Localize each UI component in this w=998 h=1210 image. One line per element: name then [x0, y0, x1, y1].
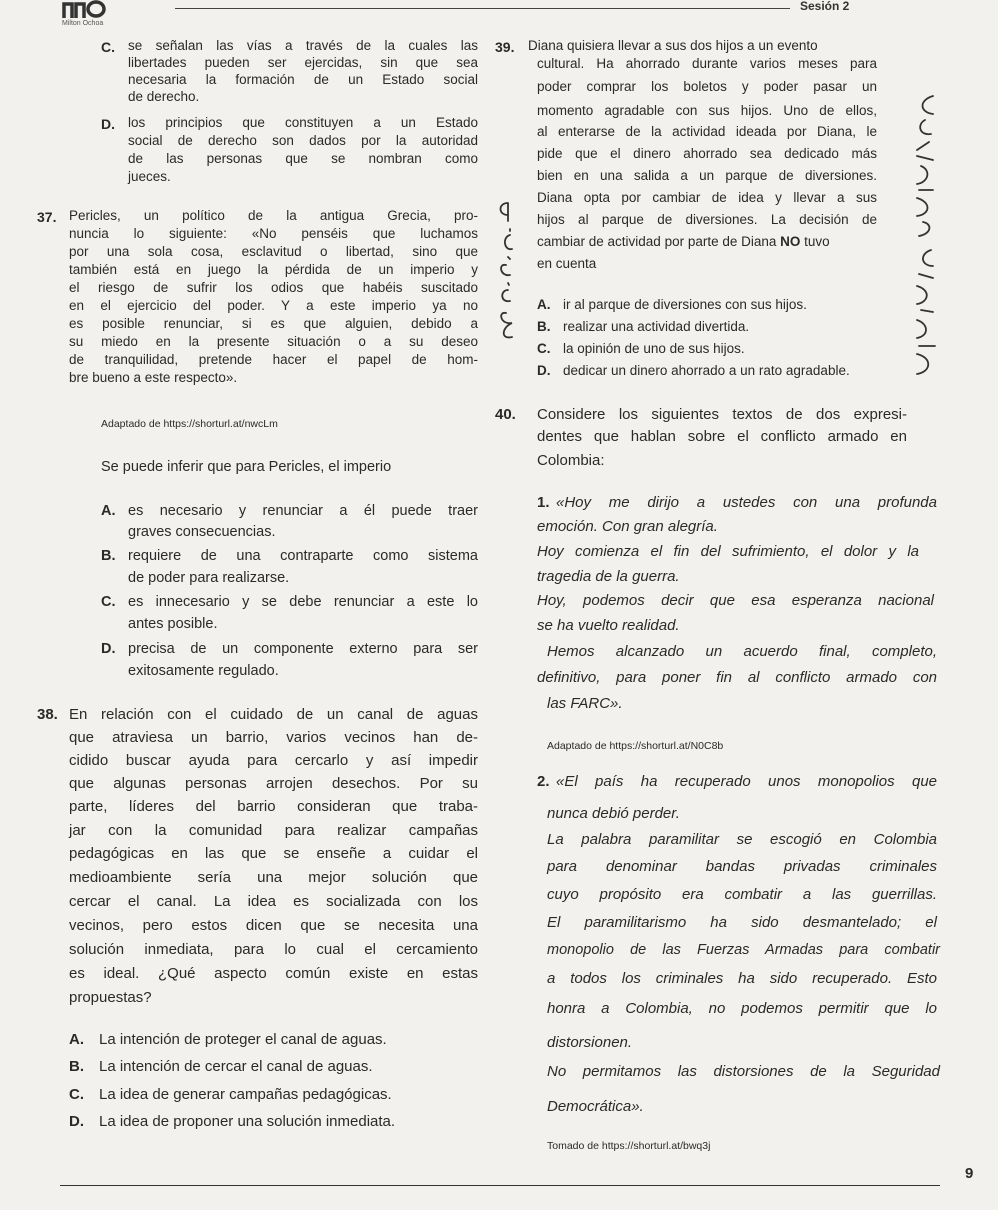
q38-line: En relación con el cuidado de un canal de aguas	[69, 706, 478, 723]
option-letter: A.	[69, 1031, 84, 1048]
q37-line: es posible renunciar, si es que alguien, debido a	[69, 316, 478, 331]
q39-option-a: ir al parque de diversiones con sus hijos.	[563, 297, 807, 312]
text2-line: Democrática».	[547, 1098, 644, 1115]
q40-line: Considere los siguientes textos de dos expresi-	[537, 406, 907, 423]
q38-line: vecinos, pero estos dicen que se necesita una	[69, 917, 478, 934]
text2-line: monopolio de las Fuerzas Armadas para combatir	[547, 942, 940, 958]
text1-line: emoción. Con gran alegría.	[537, 518, 718, 535]
q38-option-b: La intención de cercar el canal de aguas.	[99, 1058, 373, 1075]
text2-line: cuyo propósito era combatir a las guerrillas.	[547, 886, 937, 903]
q37-line: de tranquilidad, pretende hacer el papel de hom-	[69, 352, 478, 367]
q39-line: Diana quisiera llevar a sus dos hijos a un evento	[528, 38, 818, 53]
option-letter: B.	[101, 548, 116, 564]
text1-line: Hemos alcanzado un acuerdo final, completo,	[547, 643, 937, 660]
text2-line: El paramilitarismo ha sido desmantelado; el	[547, 914, 937, 931]
q38-line: medioambiente sería una mejor solución que	[69, 869, 478, 886]
q38-option-a: La intención de proteger el canal de aguas.	[99, 1031, 387, 1048]
option-c-line: se señalan las vías a través de la cuales las	[128, 38, 478, 53]
q37-line: por una sola cosa, esclavitud o libertad, sino que	[69, 244, 478, 259]
question-number: 39.	[495, 39, 515, 55]
q39-line: cultural. Ha ahorrado durante varios meses para	[537, 56, 877, 71]
option-letter: C.	[101, 594, 116, 610]
source-citation: Adaptado de https://shorturl.at/nwcLm	[101, 418, 278, 430]
text2-line: No permitamos las distorsiones de la Seguridad	[547, 1063, 940, 1080]
option-d-line: jueces.	[128, 169, 171, 184]
header-rule	[175, 8, 790, 9]
option-c-line: necesaria la formación de un Estado social	[128, 72, 478, 87]
text2-line: La palabra paramilitar se escogió en Colombia	[547, 831, 937, 848]
q39-line: al enterarse de la actividad ideada por Diana, le	[537, 124, 877, 139]
option-letter: D.	[101, 116, 115, 132]
q38-line: solución inmediata, para lo cual el cercamiento	[69, 941, 478, 958]
q39-option-c: la opinión de uno de sus hijos.	[563, 341, 745, 356]
q37-line: en el ejercicio del poder. Y a este imperio ya no	[69, 298, 478, 313]
option-letter: C.	[537, 341, 551, 356]
q39-line: en cuenta	[537, 256, 597, 271]
option-letter: C.	[69, 1086, 84, 1103]
text2-line: nunca debió perder.	[547, 805, 680, 822]
q40-line: dentes que hablan sobre el conflicto armado en	[537, 428, 907, 445]
q37-option-d: exitosamente regulado.	[128, 663, 279, 679]
q40-line: Colombia:	[537, 452, 605, 469]
question-number: 37.	[37, 209, 57, 225]
q37-option-d: precisa de un componente externo para ser	[128, 641, 478, 657]
q38-line: que atraviesa un barrio, varios vecinos han de-	[69, 729, 478, 746]
q39-line: poder comprar los boletos y poder pasar un	[537, 79, 877, 94]
option-d-line: social de derecho son dados por la autoridad	[128, 133, 478, 148]
q38-line: es ideal. ¿Qué aspecto común existe en estas	[69, 965, 478, 982]
source-citation: Tomado de https://shorturl.at/bwq3j	[547, 1140, 711, 1152]
question-number: 38.	[37, 706, 58, 723]
option-c-line: libertades pueden ser ejercidas, sin que sea	[128, 55, 478, 70]
option-letter: D.	[537, 363, 551, 378]
q37-option-c: es innecesario y se debe renunciar a este lo	[128, 594, 478, 610]
text-number: 1.	[537, 494, 550, 511]
q38-option-d: La idea de proponer una solución inmediata.	[99, 1113, 396, 1130]
q39-option-d: dedicar un dinero ahorrado a un rato agradable.	[563, 363, 850, 378]
q38-line: propuestas?	[69, 989, 152, 1006]
q37-line: su miedo en la presente situación o a su deseo	[69, 334, 478, 349]
option-letter: D.	[69, 1113, 84, 1130]
text2-line: a todos los criminales ha sido recuperado. Esto	[547, 970, 937, 987]
q38-line: jar con la comunidad para realizar campañas	[69, 822, 478, 839]
option-d-line: de las personas que se nombran como	[128, 151, 478, 166]
q39-line: pide que el dinero ahorrado sea dedicado más	[537, 146, 877, 161]
q37-option-a: graves consecuencias.	[128, 524, 276, 540]
q39-line: hijos al parque de diversiones. La decisión de	[537, 212, 877, 227]
q37-line: Pericles, un político de la antigua Grecia, pro-	[69, 208, 478, 223]
q37-option-b: de poder para realizarse.	[128, 570, 290, 586]
source-citation: Adaptado de https://shorturl.at/N0C8b	[547, 740, 724, 752]
text2-line: para denominar bandas privadas criminales	[547, 858, 937, 875]
logo-name: Milton Ochoa	[62, 20, 104, 27]
q37-line: también está en juego la pérdida de un imperio y	[69, 262, 478, 277]
q37-line: el riesgo de sufrir los odios que habéis suscitado	[69, 280, 478, 295]
q38-line: cercar el canal. La idea es socializada con los	[69, 893, 478, 910]
text-number: 2.	[537, 773, 550, 790]
q37-option-c: antes posible.	[128, 616, 218, 632]
q37-line: bre bueno a este respecto».	[69, 370, 238, 385]
q37-option-b: requiere de una contraparte como sistema	[128, 548, 478, 564]
handwritten-annotation-icon	[478, 195, 528, 345]
footer-rule	[60, 1185, 940, 1186]
text2-line: honra a Colombia, no podemos permitir que lo	[547, 1000, 937, 1017]
q39-line: momento agradable con sus hijos. Uno de ellos,	[537, 103, 877, 118]
text1-line: definitivo, para poner fin al conflicto armado con	[537, 669, 937, 686]
q39-line: Diana opta por cambiar de idea y llevar a sus	[537, 190, 877, 205]
q38-line: parte, líderes del barrio consideran que traba-	[69, 798, 478, 815]
q38-line: cidido buscar ayuda para cercarlo y así impedir	[69, 752, 478, 769]
q37-line: nuncia lo siguiente: «No penséis que luchamos	[69, 226, 478, 241]
option-letter: B.	[69, 1058, 84, 1075]
text1-line: las FARC».	[547, 695, 623, 712]
text1-line: «Hoy me dirijo a ustedes con una profunda	[556, 494, 937, 511]
session-label: Sesión 2	[800, 0, 850, 13]
text1-line: tragedia de la guerra.	[537, 568, 680, 585]
text2-line: «El país ha recuperado unos monopolios que	[556, 773, 937, 790]
q38-option-c: La idea de generar campañas pedagógicas.	[99, 1086, 392, 1103]
q39-line: bien en una salida a un parque de diversiones.	[537, 168, 877, 183]
option-letter: C.	[101, 39, 115, 55]
option-letter: A.	[537, 297, 551, 312]
q39-line: cambiar de actividad por parte de Diana NO tuvo	[537, 234, 830, 249]
page-number: 9	[965, 1165, 974, 1182]
option-letter: A.	[101, 503, 116, 519]
option-letter: B.	[537, 319, 551, 334]
text1-line: Hoy comienza el fin del sufrimiento, el dolor y la	[537, 543, 919, 560]
option-d-line: los principios que constituyen a un Estado	[128, 115, 478, 130]
text2-line: distorsionen.	[547, 1034, 633, 1051]
handwritten-annotation-icon	[905, 90, 945, 380]
text1-line: Hoy, podemos decir que esa esperanza nacional	[537, 592, 934, 609]
q37-option-a: es necesario y renunciar a él puede traer	[128, 503, 478, 519]
question-number: 40.	[495, 406, 516, 423]
q38-line: que algunas personas arrojen desechos. Por su	[69, 775, 478, 792]
text1-line: se ha vuelto realidad.	[537, 617, 680, 634]
option-letter: D.	[101, 641, 116, 657]
option-c-line: de derecho.	[128, 89, 200, 104]
q39-option-b: realizar una actividad divertida.	[563, 319, 750, 334]
q38-line: pedagógicas en las que se enseñe a cuidar el	[69, 845, 478, 862]
question-stem: Se puede inferir que para Pericles, el imperio	[101, 459, 392, 475]
